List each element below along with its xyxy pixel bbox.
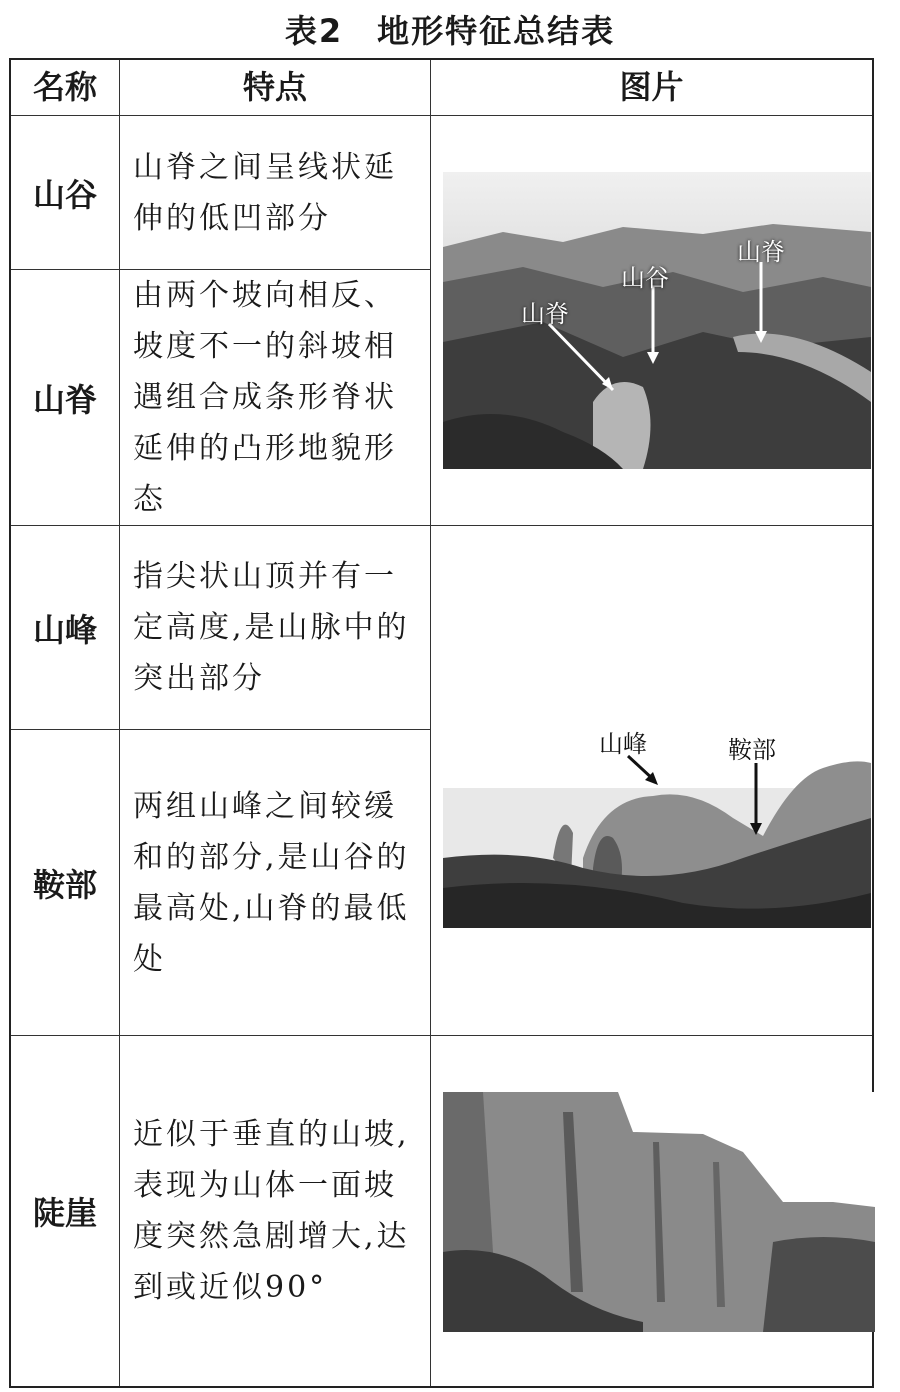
header-feature: 特点 bbox=[242, 68, 307, 106]
row-name: 山谷 bbox=[32, 175, 97, 214]
row-desc: 近似于垂直的山坡,表现为山体一面坡度突然急剧增大,达到或近似90° bbox=[133, 1117, 410, 1305]
label-valley: 山谷 bbox=[621, 264, 669, 292]
row-name: 鞍部 bbox=[32, 865, 97, 904]
table-title: 表2 地形特征总结表 bbox=[284, 12, 616, 50]
cliff-photo bbox=[443, 1092, 875, 1332]
header-image: 图片 bbox=[619, 68, 684, 106]
row-desc: 山脊之间呈线状延伸的低凹部分 bbox=[133, 149, 397, 236]
column-divider bbox=[430, 60, 431, 1386]
label-peak: 山峰 bbox=[599, 730, 647, 758]
row-name: 山峰 bbox=[32, 610, 97, 649]
label-ridge-right: 山脊 bbox=[737, 238, 785, 266]
peak-saddle-photo bbox=[443, 658, 871, 928]
row-desc: 由两个坡向相反、坡度不一的斜坡相遇组合成条形脊状延伸的凸形地貌形态 bbox=[133, 278, 397, 517]
row-name: 山脊 bbox=[32, 380, 97, 419]
valley-ridge-photo bbox=[443, 172, 871, 469]
label-ridge-left: 山脊 bbox=[521, 300, 569, 328]
column-divider bbox=[119, 60, 120, 1386]
row-name: 陡崖 bbox=[32, 1194, 97, 1232]
header-name: 名称 bbox=[32, 68, 97, 106]
row-desc: 两组山峰之间较缓和的部分,是山谷的最高处,山脊的最低处 bbox=[133, 788, 410, 977]
label-saddle: 鞍部 bbox=[728, 736, 776, 764]
row-desc: 指尖状山顶并有一定高度,是山脉中的突出部分 bbox=[133, 559, 410, 696]
terrain-summary-table bbox=[9, 58, 874, 1388]
